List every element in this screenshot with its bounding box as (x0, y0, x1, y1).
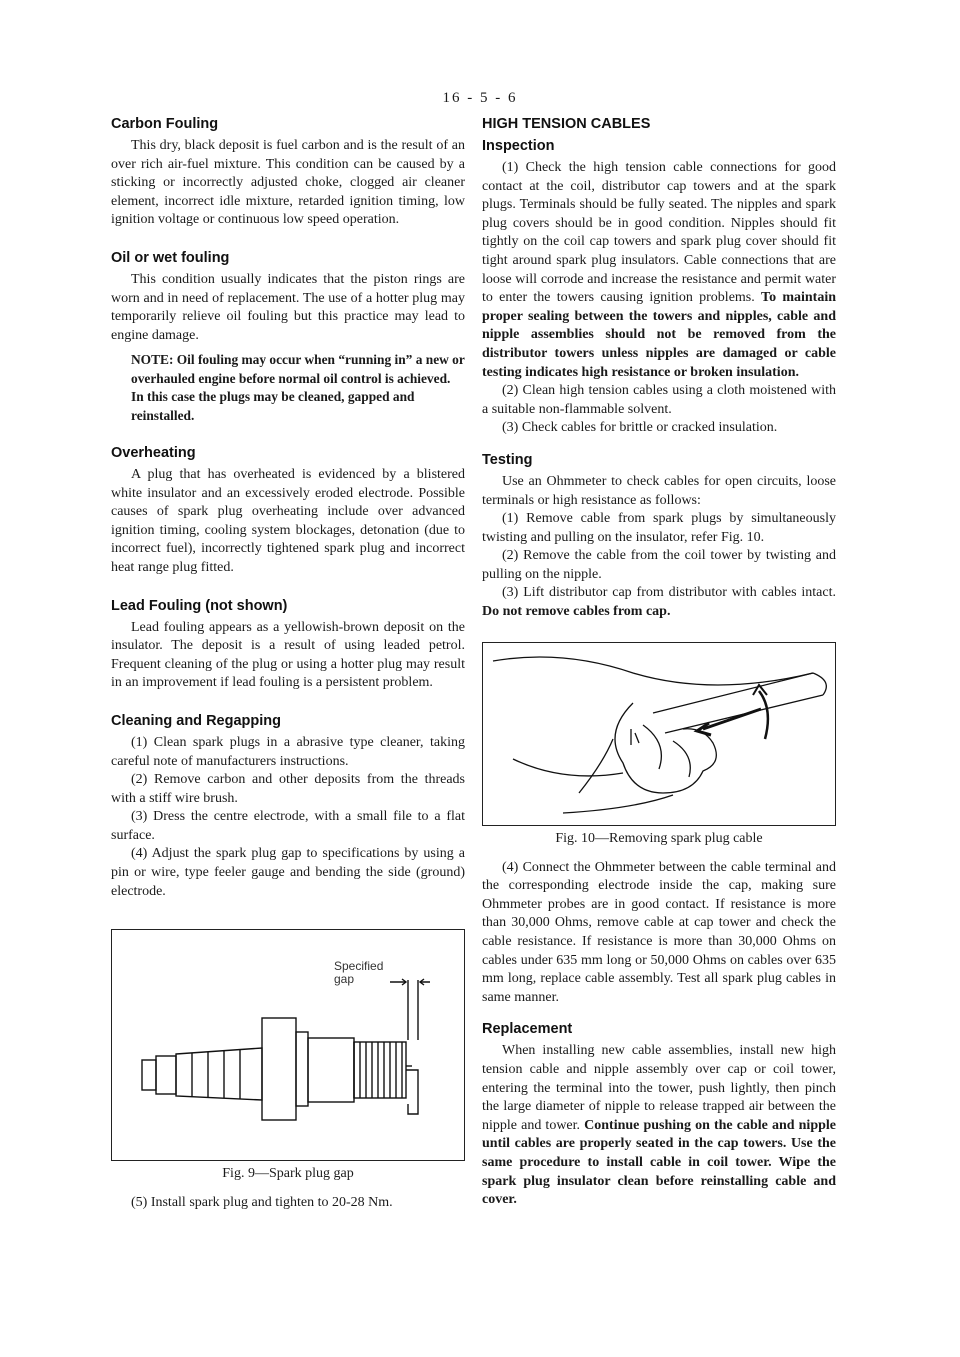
inspection-step-1: (1) Check the high tension cable connections for good contact at the coil, distributor cap towers and at the spark plugs. Terminals should be fully seated. The nipples and spark plug covers should be in good condition. Nipples should fit tightly on the coil cap towers and spark plug cover should fit tight around spark plug insulators. Cable connections that are loose will corrode and increase the resistance and permit water to enter the towers causing ignition problems. To maintain proper sealing between the towers and nipples, cable and nipple assemblies should not be removed from the distributor towers unless nipples are damaged or cable testing indicates high resistance or broken insulation. (482, 160, 836, 380)
cleaning-heading: Cleaning and Regapping (111, 712, 281, 729)
replacement-heading: Replacement (482, 1021, 573, 1038)
testing-heading: Testing (482, 451, 533, 468)
inspection-heading: Inspection (482, 138, 555, 154)
spark-plug-illustration (112, 930, 464, 1158)
testing-step-3: (3) Lift distributor cap from distributor with cables intact. Do not remove cables from cap. (482, 585, 836, 620)
install-step-5: (5) Install spark plug and tighten to 20-28 Nm. (131, 1195, 393, 1211)
fig10-box (482, 642, 836, 826)
testing-intro: Use an Ohmmeter to check cables for open circuits, loose terminals or high resistance as follows: (482, 473, 836, 508)
section-title: HIGH TENSION CABLES (482, 116, 651, 132)
overheating-heading: Overheating (111, 444, 196, 461)
oil-fouling-heading: Oil or wet fouling (111, 249, 230, 266)
testing-step-2: (2) Remove the cable from the coil tower by twisting and pulling on the nipple. (482, 548, 836, 582)
lead-fouling-heading: Lead Fouling (not shown) (111, 597, 288, 614)
oil-fouling-body: This condition usually indicates that the piston rings are worn and in need of replacement. The use of a hotter plug may temporarily relieve oil fouling but this practice may lead to engine damage. (111, 271, 465, 343)
page-number: 16 - 5 - 6 (442, 90, 518, 106)
testing-step-1: (1) Remove cable from spark plugs by simultaneously twisting and pulling on the insulator, refer Fig. 10. (482, 511, 836, 545)
carbon-fouling-heading: Carbon Fouling (111, 116, 219, 132)
inspection-step-3: (3) Check cables for brittle or cracked insulation. (502, 420, 778, 436)
fig9-caption: Fig. 9—Spark plug gap (222, 1166, 354, 1182)
carbon-fouling-body: This dry, black deposit is fuel carbon and is the result of an over rich air-fuel mixture. This condition can be caused by a sticking or incorrectly adjusted choke, clogged air cleaner element, incorrect idle mixture, retarded ignition timing, low ignition voltage or continuous low speed operation. (111, 138, 465, 228)
replacement-body: When installing new cable assemblies, install new high tension cable and nipple assembly over cap or coil tower, entering the terminal into the tower, push lightly, then pinch the large diameter of nipple to release trapped air between the nipple and tower. Continue pushing on the cable and nipple until cables are properly seated in the cap towers. Use the same procedure to install cable in coil tower. Wipe the spark plug insulator clean before reinstalling cable and cover. (482, 1043, 836, 1208)
inspection-step-2: (2) Clean high tension cables using a cloth moistened with a suitable non-flammable solvent. (482, 383, 836, 417)
cleaning-step-4: (4) Adjust the spark plug gap to specifications by using a pin or wire, type feeler gauge and bending the side (ground) electrode. (111, 846, 465, 899)
cleaning-step-1: (1) Clean spark plugs in a abrasive type cleaner, taking careful note of manufacturers instructions. (111, 734, 465, 769)
testing-step-4: (4) Connect the Ohmmeter between the cable terminal and the corresponding electrode inside the cap, making sure Ohmmeter probes are in good contact. If resistance is more than 30,000 Ohms, remove cable at cap tower and check the cable resistance. If resistance is more than 30,000 Ohms on cables under 635 mm long or 50,000 Ohms on cables over 635 mm long, replace cable assembly. Test all spark plug cables in same manner. (482, 859, 836, 1005)
left-column (111, 116, 465, 1213)
fig9-box (111, 929, 465, 1161)
right-column (482, 116, 836, 1210)
oil-fouling-note: NOTE: Oil fouling may occur when “running in” a new or overhauled engine before normal oil control is achieved. In this case the plugs may be cleaned, gapped and reinstalled. (131, 352, 465, 423)
fig10-caption: Fig. 10—Removing spark plug cable (555, 830, 763, 846)
specified-gap-label: Specified gap (334, 959, 384, 987)
cleaning-step-2: (2) Remove carbon and other deposits from the threads with a stiff wire brush. (111, 772, 465, 806)
cable-removal-illustration (483, 643, 835, 823)
overheating-body: A plug that has overheated is evidenced by a blistered white insulator and an excessively eroded electrode. Possible causes of spark plug overheating include over advanced ignition timing, cooling system blockages, detonation (due to incorrect fuel), incorrectly tightened spark plug and incorrect heat range plug fitted. (111, 466, 465, 575)
cleaning-step-3: (3) Dress the centre electrode, with a small file to a flat surface. (111, 809, 465, 843)
lead-fouling-body: Lead fouling appears as a yellowish-brown deposit on the insulator. The deposit is a result of using leaded petrol. Frequent cleaning of the plug or using a hotter plug may result in an improvement if lead fouling is a persistent problem. (111, 619, 465, 691)
